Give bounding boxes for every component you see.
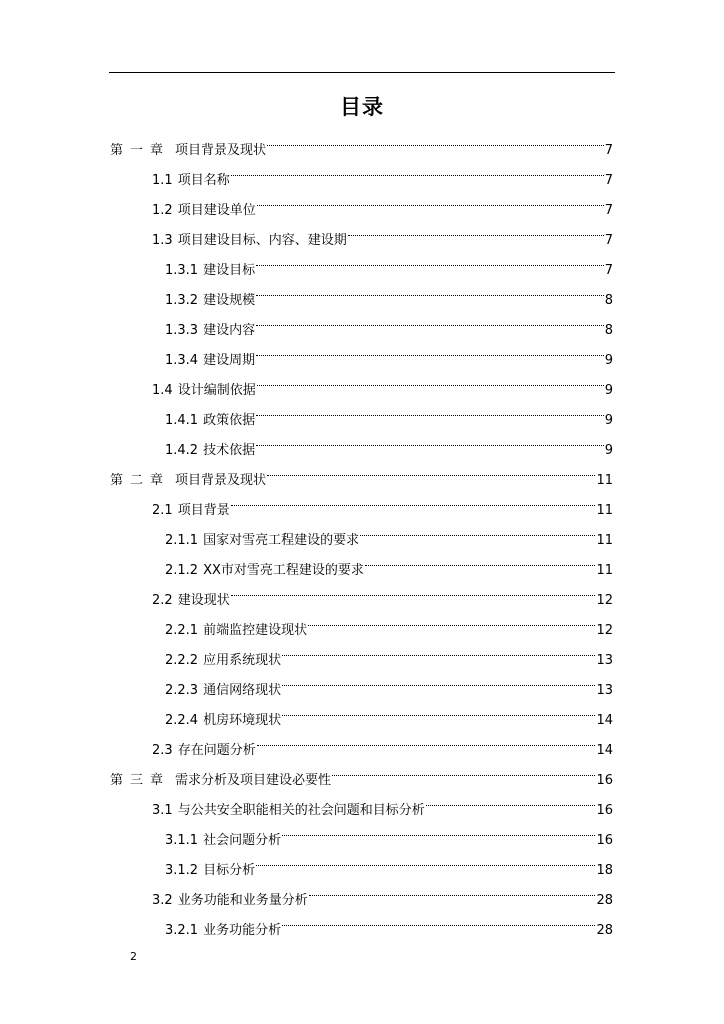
toc-entry-page: 11 [596,503,613,518]
toc-entry-title: XX市对雪亮工程建设的要求 [203,563,364,578]
toc-entry-number: 1.3.1 [165,263,199,278]
toc-entry-title: 目标分析 [203,863,256,878]
toc-entry[interactable] [152,158,613,188]
toc-entry-title: 国家对雪亮工程建设的要求 [203,533,360,548]
dot-leader [256,248,604,274]
dot-leader [256,278,604,304]
toc-entry-title: 技术依据 [203,443,256,458]
toc-entry-title: 存在问题分析 [177,743,256,758]
toc-entry[interactable] [152,728,613,758]
toc-entry-number: 3.1 [152,803,173,818]
toc-title: 目录 [340,95,384,119]
toc-entry[interactable] [165,428,613,458]
toc-entry-number: 第三章 [110,773,171,788]
toc-entry-number: 1.4.2 [165,443,199,458]
dot-leader [332,758,595,784]
toc-entry-title: 项目背景及现状 [175,473,267,488]
toc-entry-page: 7 [604,173,613,188]
toc-entry-page: 28 [596,893,613,908]
toc-entry[interactable] [152,578,613,608]
toc-entry[interactable] [165,908,613,938]
dot-leader [282,818,595,844]
dot-leader [267,458,595,484]
toc-entry-page: 8 [604,323,613,338]
toc-entry-page: 7 [604,233,613,248]
toc-entry-page: 13 [596,653,613,668]
toc-entry-page: 8 [604,293,613,308]
dot-leader [257,728,596,754]
toc-entry[interactable] [152,878,613,908]
toc-entry-page: 13 [596,683,613,698]
dot-leader [426,788,596,814]
dot-leader [256,308,604,334]
toc-entry-title: 通信网络现状 [203,683,282,698]
toc-entry-number: 1.2 [152,203,173,218]
toc-entry-page: 9 [604,443,613,458]
toc-entry-title: 应用系统现状 [203,653,282,668]
toc-entry-page: 28 [596,923,613,938]
toc-entry-title: 项目建设单位 [177,203,256,218]
toc-entry[interactable] [165,668,613,698]
toc-entry-number: 1.3.3 [165,323,199,338]
toc-entry[interactable] [165,518,613,548]
toc-entry-number: 1.3.2 [165,293,199,308]
toc-entry-title: 社会问题分析 [203,833,282,848]
dot-leader [282,638,595,664]
toc-entry-page: 11 [596,533,613,548]
toc-entry[interactable] [165,608,613,638]
toc-entry-number: 2.1 [152,503,173,518]
toc-entry-number: 2.2.1 [165,623,199,638]
dot-leader [256,338,604,364]
toc-entry[interactable] [165,638,613,668]
toc-entry[interactable] [152,188,613,218]
dot-leader [360,518,595,544]
toc-entry[interactable] [165,398,613,428]
toc-entry-page: 7 [604,263,613,278]
toc-entry-title: 业务功能分析 [203,923,282,938]
toc-entry-title: 与公共安全职能相关的社会问题和目标分析 [177,803,425,818]
toc-entry-page: 9 [604,353,613,368]
toc-entry-page: 14 [596,713,613,728]
toc-entry-number: 3.2.1 [165,923,199,938]
page-number: 2 [130,950,137,963]
toc-entry[interactable] [165,338,613,368]
toc-entry-number: 1.1 [152,173,173,188]
toc-entry-page: 12 [596,623,613,638]
dot-leader [256,428,604,454]
toc-entry-page: 14 [596,743,613,758]
toc-entry[interactable] [152,788,613,818]
dot-leader [365,548,596,574]
toc-entry[interactable] [110,128,613,158]
toc-entry-number: 3.2 [152,893,173,908]
toc-entry-title: 业务功能和业务量分析 [177,893,308,908]
toc-entry-page: 12 [596,593,613,608]
toc-entry-title: 项目名称 [177,173,230,188]
toc-entry[interactable] [110,758,613,788]
dot-leader [282,908,595,934]
dot-leader [231,158,604,184]
toc-entry[interactable] [165,548,613,578]
toc-entry-number: 2.2.2 [165,653,199,668]
toc-entry-number: 1.4 [152,383,173,398]
toc-entry-title: 建设周期 [203,353,256,368]
toc-entry-page: 18 [596,863,613,878]
toc-entry-title: 建设目标 [203,263,256,278]
toc-entry-number: 1.3.4 [165,353,199,368]
toc-entry-number: 1.4.1 [165,413,199,428]
toc-entry-title: 建设规模 [203,293,256,308]
toc-entry[interactable] [165,248,613,278]
toc-entry-number: 2.1.1 [165,533,199,548]
toc-entry-number: 2.2 [152,593,173,608]
toc-entry-page: 11 [596,473,613,488]
toc-entry-number: 2.2.3 [165,683,199,698]
toc-entry-page: 11 [596,563,613,578]
toc-entry-number: 第一章 [110,143,171,158]
toc-entry[interactable] [152,218,613,248]
dot-leader [282,668,595,694]
toc-entry[interactable] [165,698,613,728]
toc-entry-title: 设计编制依据 [177,383,256,398]
toc-entry-number: 2.1.2 [165,563,199,578]
toc-entry[interactable] [165,818,613,848]
dot-leader [257,188,604,214]
dot-leader [256,848,595,874]
toc-entry[interactable] [165,278,613,308]
toc-entry-number: 第二章 [110,473,171,488]
toc-entry-number: 1.3 [152,233,173,248]
toc-entry-title: 机房环境现状 [203,713,282,728]
toc-entry-number: 2.2.4 [165,713,199,728]
toc-entry[interactable] [152,368,613,398]
toc-entry-title: 建设现状 [177,593,230,608]
toc-entry-title: 项目建设目标、内容、建设期 [177,233,347,248]
toc-entry[interactable] [152,488,613,518]
toc-entry-page: 16 [596,773,613,788]
dot-leader [257,368,604,394]
toc-entry-page: 9 [604,413,613,428]
toc-entry-page: 16 [596,833,613,848]
toc-entry-title: 政策依据 [203,413,256,428]
dot-leader [267,128,604,154]
toc-entry-number: 2.3 [152,743,173,758]
dot-leader [231,488,596,514]
toc-entry-title: 前端监控建设现状 [203,623,308,638]
toc-entry-number: 3.1.2 [165,863,199,878]
toc-entry[interactable] [165,308,613,338]
toc-entry[interactable] [165,848,613,878]
toc-entry-page: 9 [604,383,613,398]
toc-entry[interactable] [110,458,613,488]
dot-leader [282,698,595,724]
dot-leader [309,878,596,904]
toc-entry-title: 项目背景及现状 [175,143,267,158]
dot-leader [308,608,595,634]
dot-leader [256,398,604,424]
header-rule [109,72,615,73]
dot-leader [348,218,604,244]
toc-entry-title: 需求分析及项目建设必要性 [175,773,332,788]
toc-entry-title: 项目背景 [177,503,230,518]
toc-entry-number: 3.1.1 [165,833,199,848]
toc-entry-title: 建设内容 [203,323,256,338]
toc-entry-page: 16 [596,803,613,818]
dot-leader [231,578,596,604]
toc-entry-page: 7 [604,203,613,218]
toc-entry-page: 7 [604,143,613,158]
